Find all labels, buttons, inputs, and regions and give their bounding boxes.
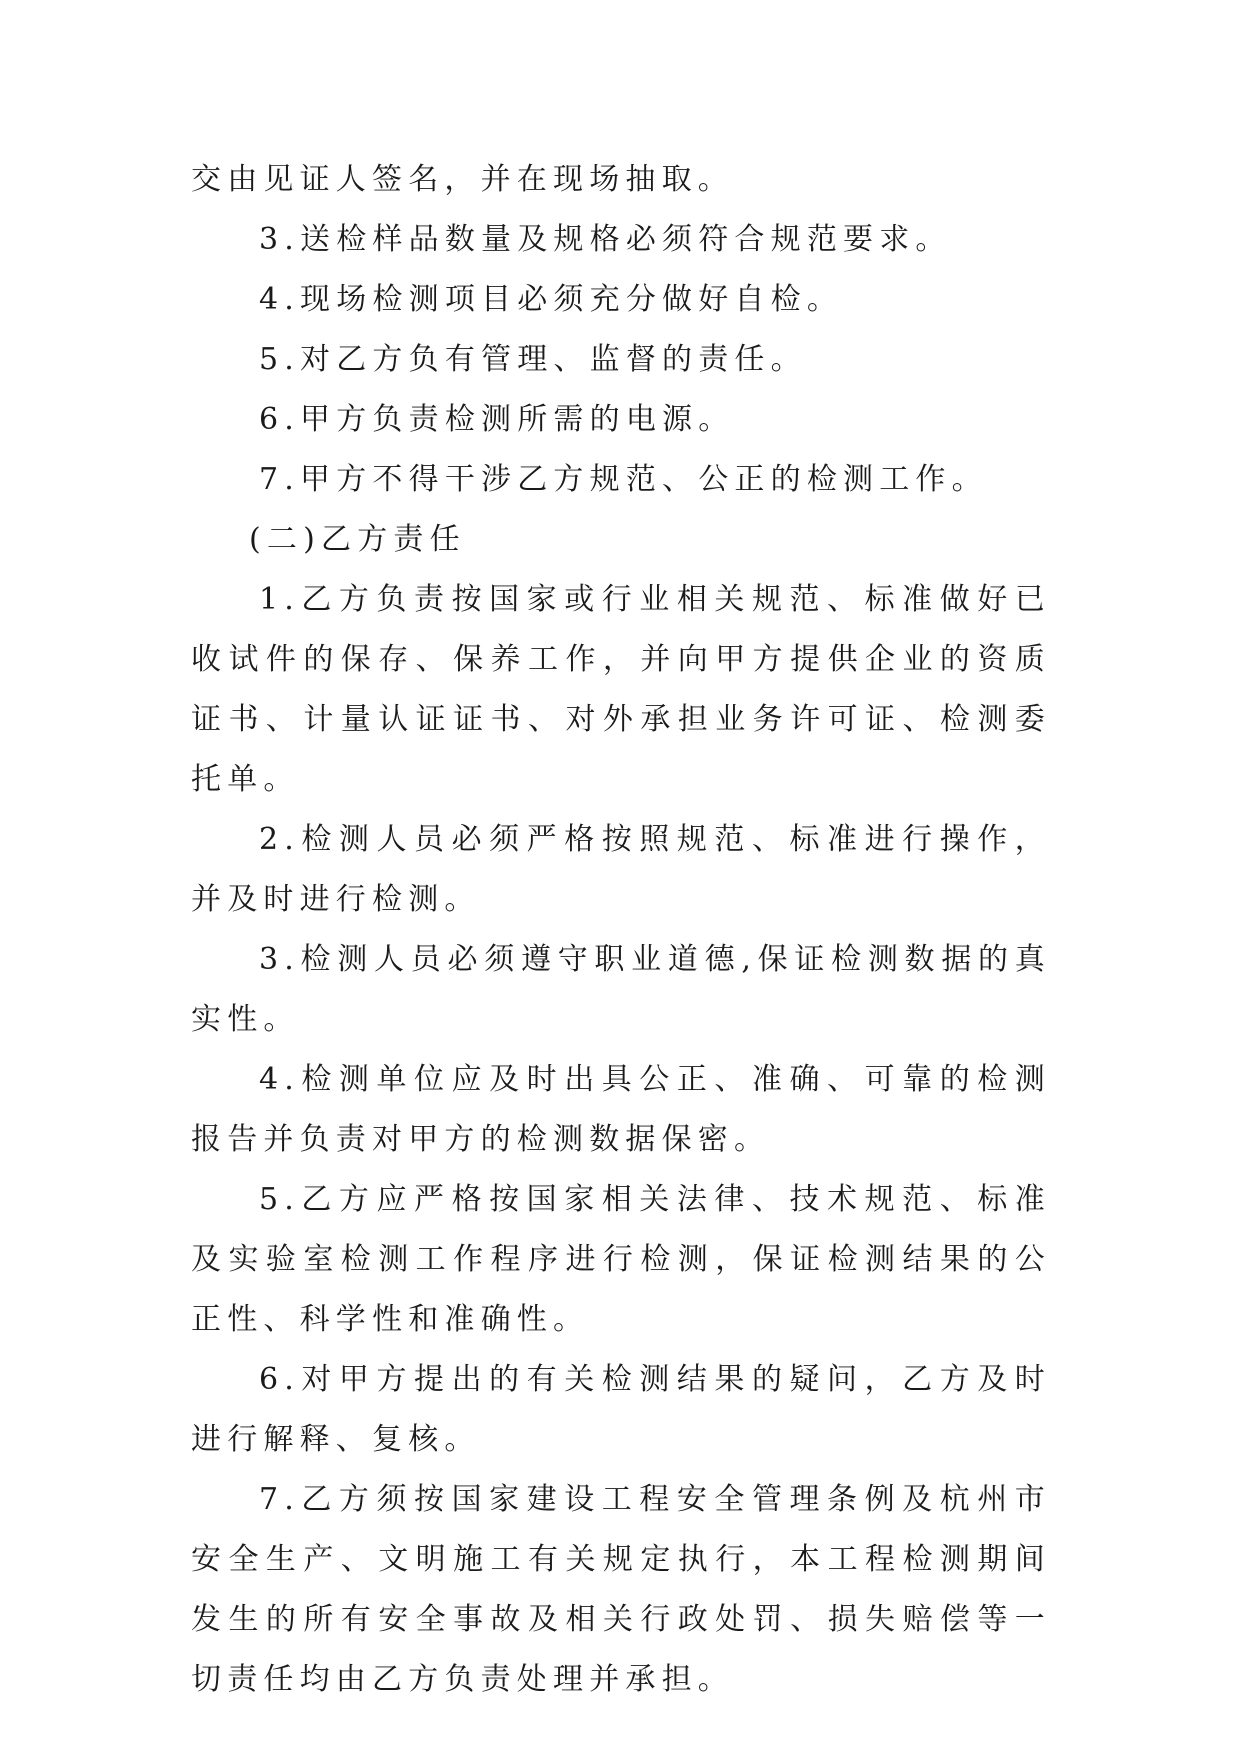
paragraph-party-b-item-1: 1.乙方负责按国家或行业相关规范、标准做好已收试件的保存、保养工作，并向甲方提供企业的资质证书、计量认证证书、对外承担业务许可证、检测委托单。 (191, 582, 1051, 797)
paragraph-party-b-item-7: 7.乙方须按国家建设工程安全管理条例及杭州市安全生产、文明施工有关规定执行，本工程检测期间发生的所有安全事故及相关行政处罚、损失赔偿等一切责任均由乙方负责处理并承担。 (191, 1482, 1051, 1697)
paragraph-party-a-item-3: 3.送检样品数量及规格必须符合规范要求。 (259, 222, 952, 257)
paragraph-party-a-item-7: 7.甲方不得干涉乙方规范、公正的检测工作。 (259, 462, 988, 497)
paragraph-party-b-item-2: 2.检测人员必须严格按照规范、标准进行操作，并及时进行检测。 (191, 822, 1051, 917)
paragraph-party-a-item-4: 4.现场检测项目必须充分做好自检。 (259, 282, 844, 317)
paragraph-party-b-item-6: 6.对甲方提出的有关检测结果的疑问，乙方及时进行解释、复核。 (191, 1362, 1051, 1457)
paragraph-party-b-item-4: 4.检测单位应及时出具公正、准确、可靠的检测报告并负责对甲方的检测数据保密。 (191, 1062, 1051, 1157)
paragraph-party-b-item-5: 5.乙方应严格按国家相关法律、技术规范、标准及实验室检测工作程序进行检测，保证检测结果的公正性、科学性和准确性。 (191, 1182, 1051, 1337)
section-heading-party-b-responsibility: (二)乙方责任 (249, 522, 466, 557)
document-body (191, 150, 1051, 1710)
paragraph-party-b-item-3: 3.检测人员必须遵守职业道德,保证检测数据的真实性。 (191, 942, 1051, 1037)
paragraph-witness-signature: 交由见证人签名，并在现场抽取。 (191, 162, 734, 197)
paragraph-party-a-item-5: 5.对乙方负有管理、监督的责任。 (259, 342, 807, 377)
paragraph-party-a-item-6: 6.甲方负责检测所需的电源。 (259, 402, 735, 437)
